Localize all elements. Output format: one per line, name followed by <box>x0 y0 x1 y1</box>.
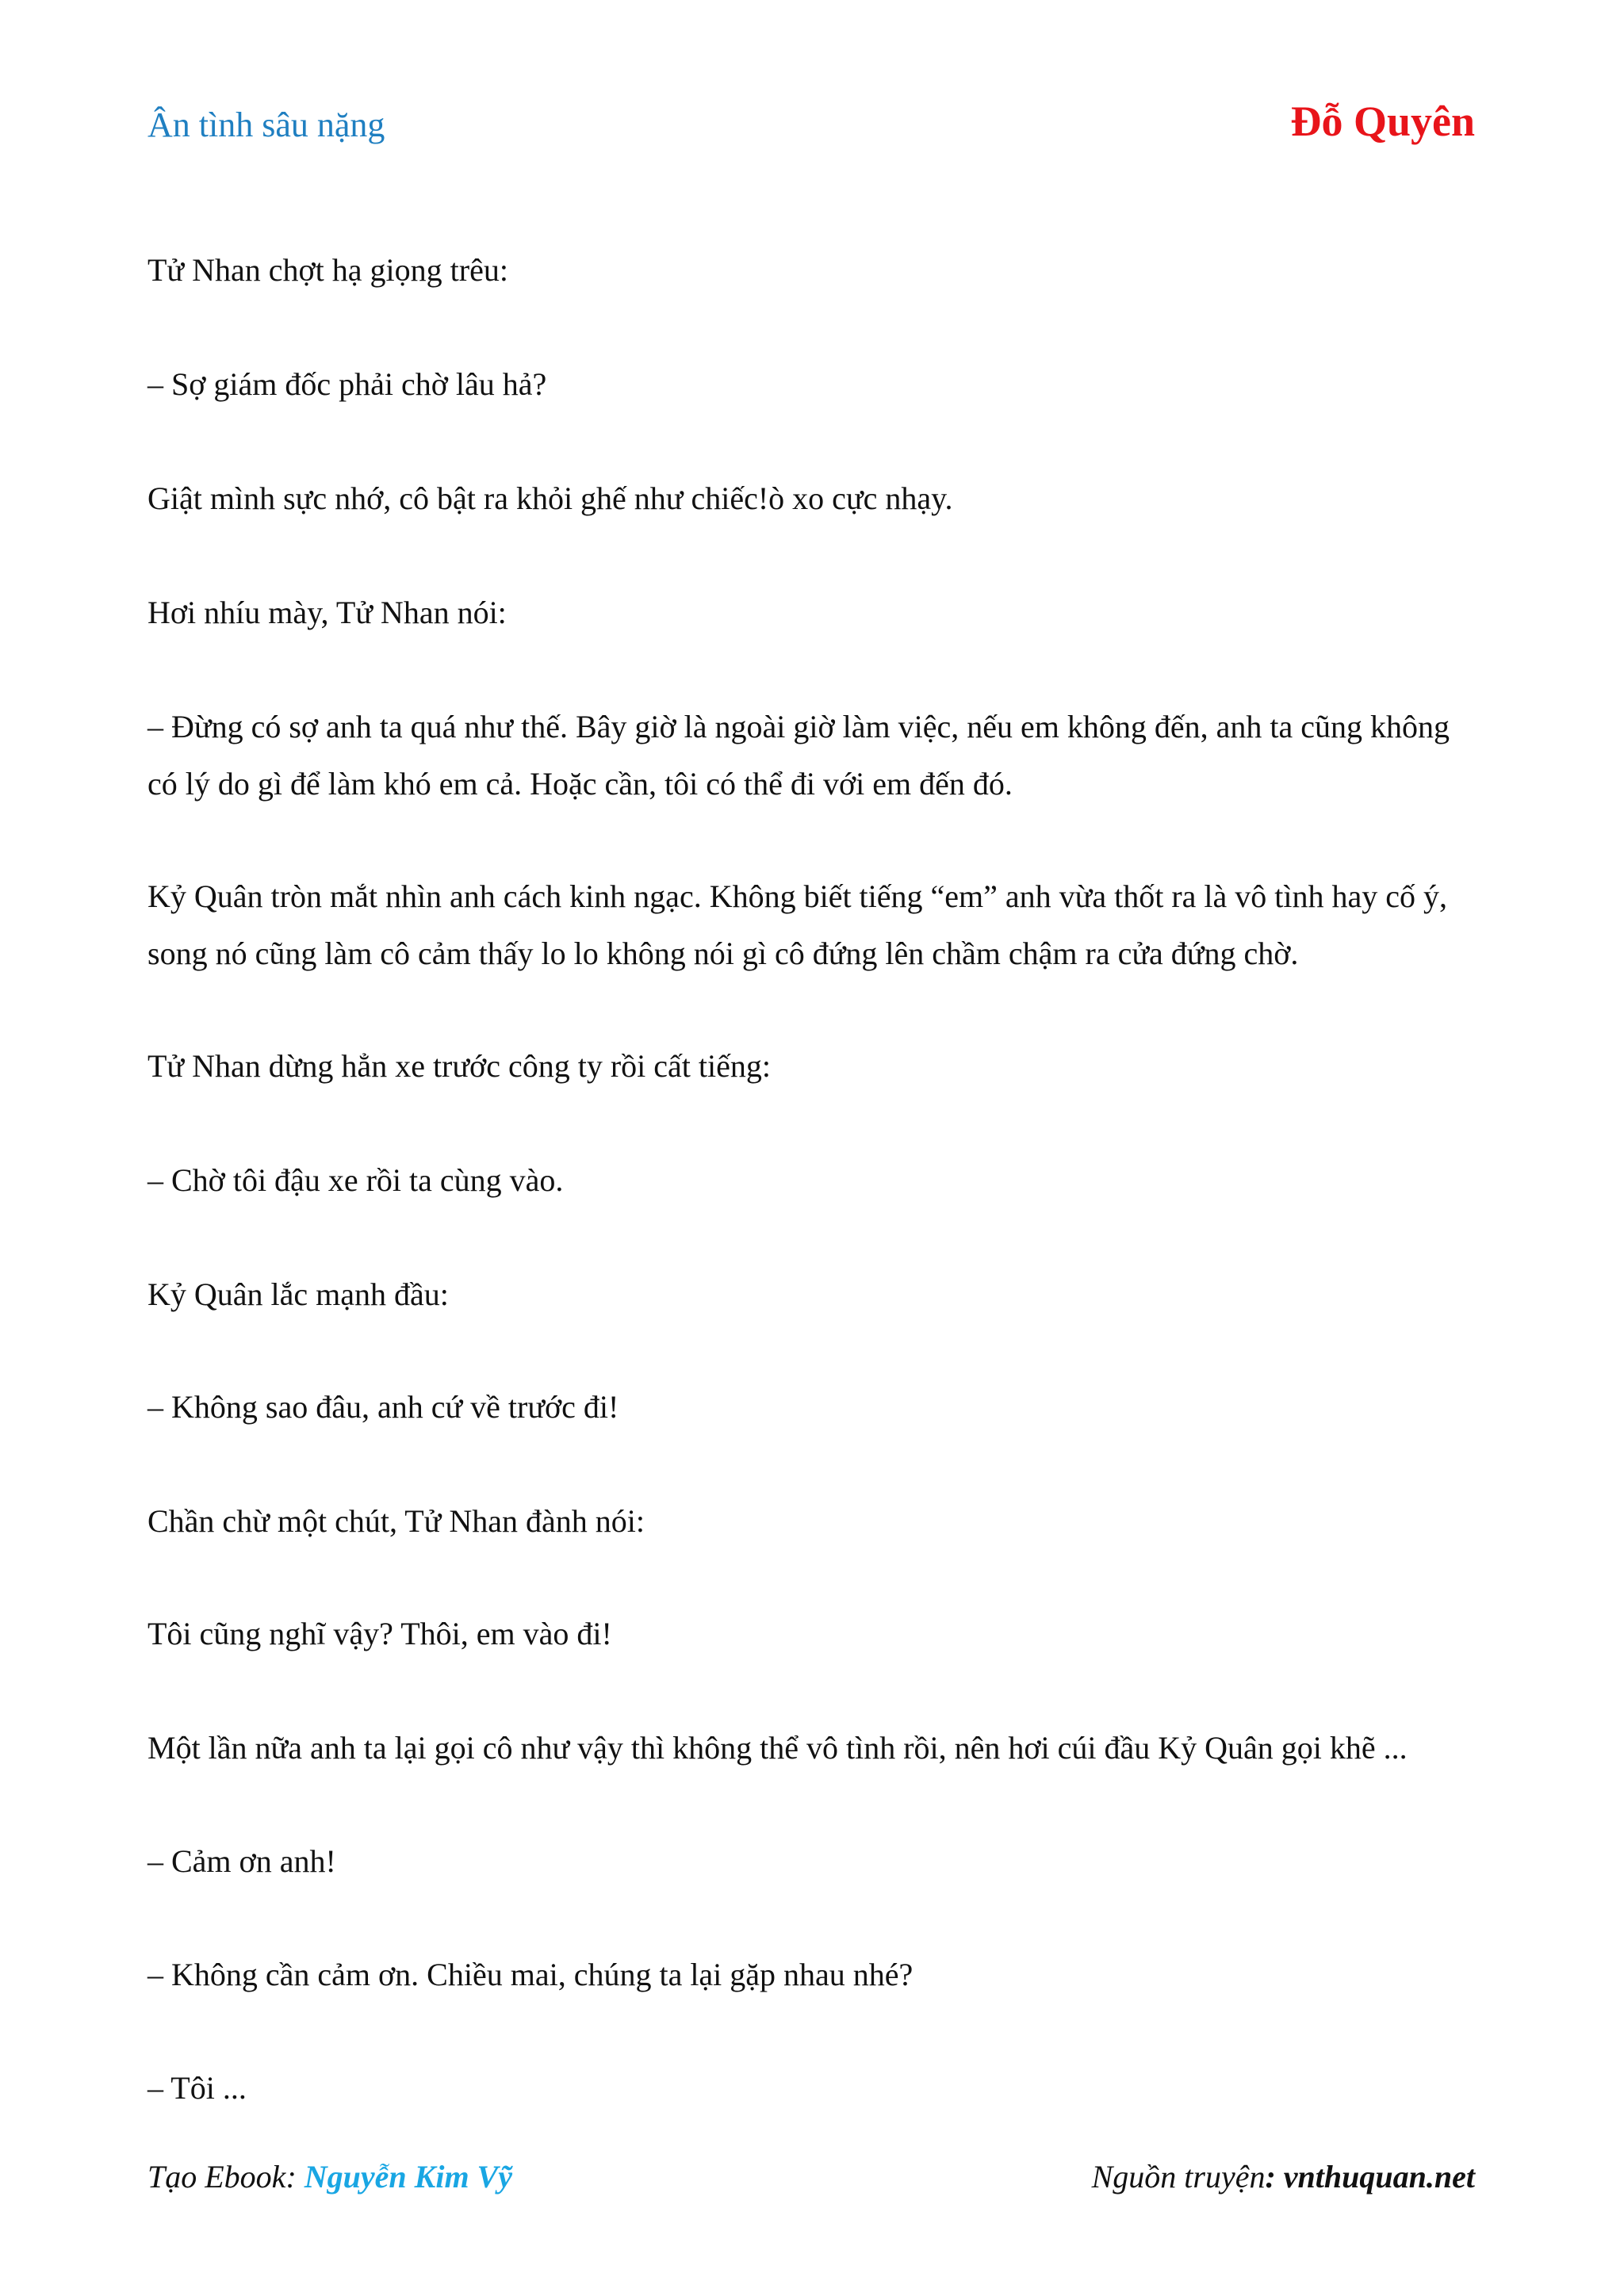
paragraph: – Cảm ơn anh! <box>147 1843 336 1879</box>
paragraph: Hơi nhíu mày, Tử Nhan nói: <box>147 595 507 630</box>
source-label: Nguồn truyện <box>1091 2159 1266 2195</box>
paragraph: Giật mình sực nhớ, cô bật ra khỏi ghế như chiếc!ò xo cực nhạy. <box>147 480 953 516</box>
paragraph: – Đừng có sợ anh ta quá như thế. Bây giờ là ngoài giờ làm việc, nếu em không đến, anh ta cũng không có lý do gì để làm khó em cả. Hoặc cần, tôi có thể đi với em đến đó. <box>147 709 1450 802</box>
paragraph: Kỷ Quân tròn mắt nhìn anh cách kinh ngạc. Không biết tiếng “em” anh vừa thốt ra là vô tình hay cố ý, song nó cũng làm cô cảm thấy lo lo không nói gì cô đứng lên chầm chậm ra cửa đứng chờ. <box>147 878 1448 971</box>
page-footer <box>147 2158 1475 2206</box>
ebook-separator: : <box>285 2159 304 2195</box>
paragraph: Chần chừ một chút, Tử Nhan đành nói: <box>147 1503 645 1539</box>
author-name: Đỗ Quyên <box>1290 98 1475 145</box>
source-site: vnthuquan.net <box>1283 2159 1475 2195</box>
paragraph: – Không sao đâu, anh cứ về trước đi! <box>147 1389 619 1425</box>
paragraph: – Không cần cảm ơn. Chiều mai, chúng ta lại gặp nhau nhé? <box>147 1957 914 1992</box>
ebook-label: Tạo Ebook <box>147 2159 286 2195</box>
source-credit <box>1092 2158 1475 2195</box>
paragraph: Một lần nữa anh ta lại gọi cô như vậy thì không thể vô tình rồi, nên hơi cúi đầu Kỷ Quân gọi khẽ ... <box>147 1730 1408 1766</box>
source-separator: : <box>1265 2159 1284 2195</box>
paragraph: – Chờ tôi đậu xe rồi ta cùng vào. <box>147 1162 564 1198</box>
story-content <box>147 242 1475 2117</box>
paragraph: Tử Nhan chợt hạ giọng trêu: <box>147 252 508 288</box>
paragraph: Tôi cũng nghĩ vậy? Thôi, em vào đi! <box>147 1616 612 1651</box>
paragraph: Kỷ Quân lắc mạnh đầu: <box>147 1276 449 1312</box>
book-title: Ân tình sâu nặng <box>147 105 385 144</box>
paragraph: – Tôi ... <box>147 2070 247 2106</box>
ebook-credit <box>147 2158 512 2195</box>
paragraph: – Sợ giám đốc phải chờ lâu hả? <box>147 366 547 402</box>
ebook-creator-name: Nguyễn Kim Vỹ <box>304 2159 512 2195</box>
paragraph: Tử Nhan dừng hẳn xe trước công ty rồi cất tiếng: <box>147 1048 771 1084</box>
page-header <box>147 95 1475 166</box>
